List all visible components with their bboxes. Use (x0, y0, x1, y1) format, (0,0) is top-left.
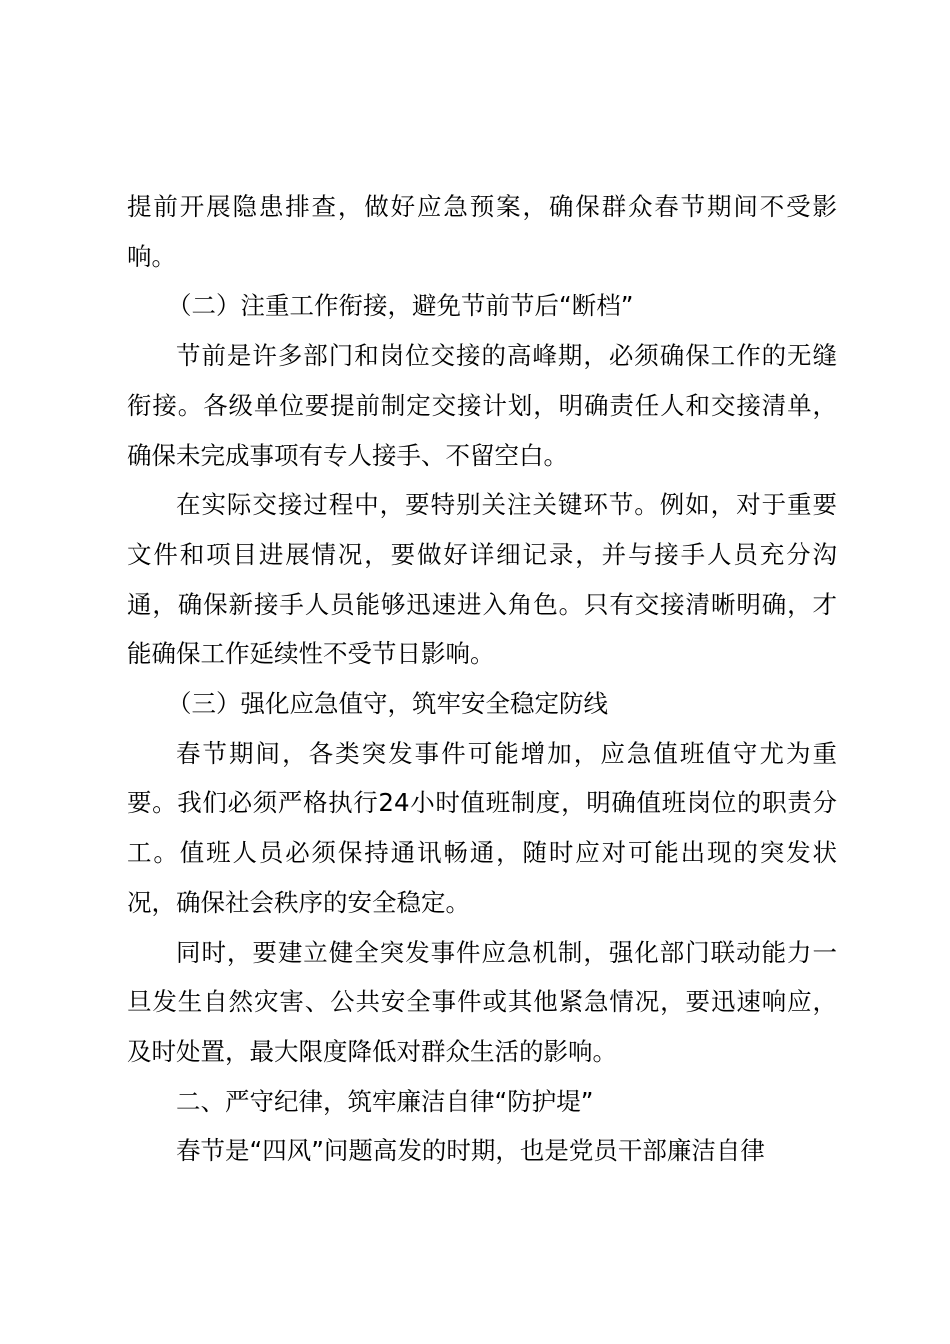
document-body (127, 182, 837, 1176)
paragraph-duty-1: 春节期间，各类突发事件可能增加，应急值班值守尤为重要。我们必须严格执行24小时值班制度，明确值班岗位的职责分工。值班人员必须保持通讯畅通，随时应对可能出现的突发状况，确保社会秩序的安全稳定。 (127, 738, 837, 917)
paragraph-handover-1: 节前是许多部门和岗位交接的高峰期，必须确保工作的无缝衔接。各级单位要提前制定交接计划，明确责任人和交接清单，确保未完成事项有专人接手、不留空白。 (127, 341, 837, 470)
section-subheading-2: （二）注重工作衔接，避免节前节后“断档” (167, 291, 634, 321)
paragraph-duty-2: 同时，要建立健全突发事件应急机制，强化部门联动能力一旦发生自然灾害、公共安全事件或其他紧急情况，要迅速响应，及时处置，最大限度降低对群众生活的影响。 (127, 937, 837, 1066)
section-heading-2: 二、严守纪律，筑牢廉洁自律“防护堤” (176, 1086, 594, 1116)
paragraph-discipline-1: 春节是“四风”问题高发的时期，也是党员干部廉洁自律 (176, 1136, 765, 1166)
paragraph-continuation: 提前开展隐患排查，做好应急预案，确保群众春节期间不受影响。 (127, 192, 837, 271)
paragraph-handover-2: 在实际交接过程中，要特别关注关键环节。例如，对于重要文件和项目进展情况，要做好详细记录，并与接手人员充分沟通，确保新接手人员能够迅速进入角色。只有交接清晰明确，才能确保工作延续性不受节日影响。 (127, 490, 837, 669)
section-subheading-3: （三）强化应急值守，筑牢安全稳定防线 (167, 689, 608, 719)
